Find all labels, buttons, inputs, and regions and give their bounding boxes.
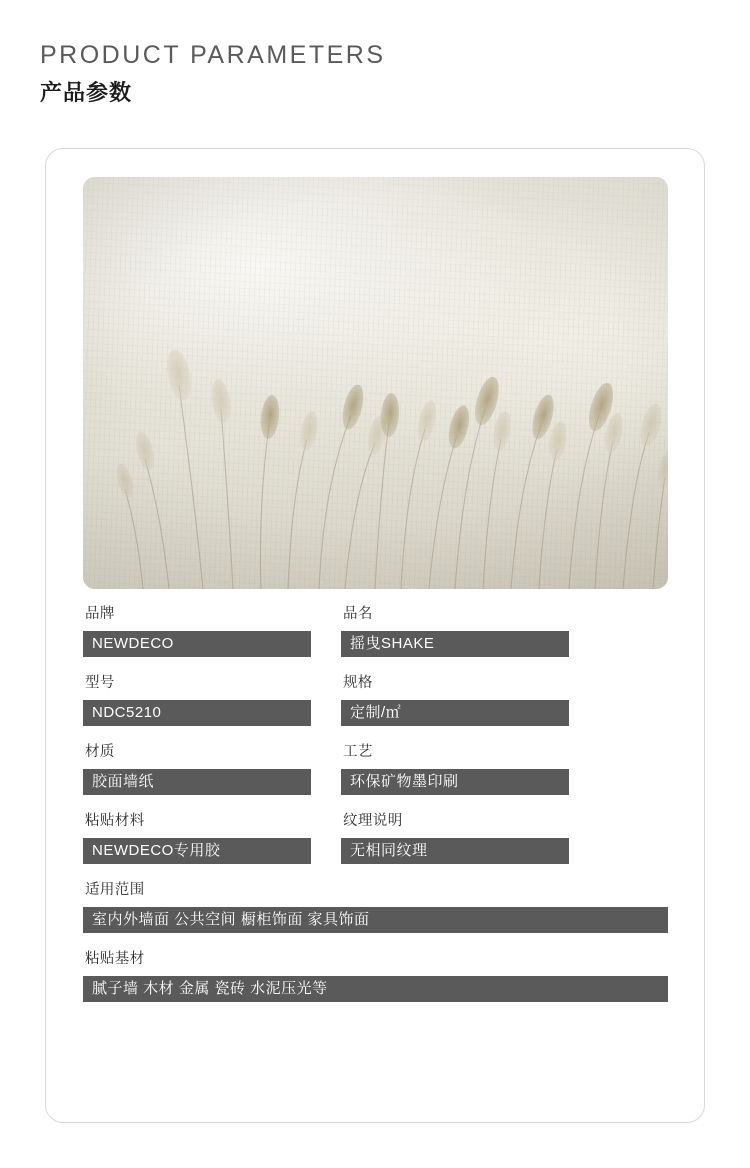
spec-item-process [341, 742, 569, 795]
spec-label: 品牌 [85, 606, 115, 622]
spec-row [83, 673, 668, 726]
spec-label: 品名 [343, 606, 373, 622]
spec-item-material [83, 742, 311, 795]
product-image [83, 177, 668, 589]
spec-label: 规格 [343, 675, 373, 691]
spec-label: 粘贴基材 [85, 951, 145, 967]
spec-row [83, 604, 668, 657]
spec-label: 适用范围 [85, 882, 145, 898]
spec-value: 室内外墙面 公共空间 橱柜饰面 家具饰面 [83, 907, 668, 933]
spec-value: NEWDECO专用胶 [83, 838, 311, 864]
spec-item-application-scope [83, 880, 668, 933]
spec-list [83, 604, 668, 1018]
spec-row [83, 742, 668, 795]
spec-item-substrate [83, 949, 668, 1002]
spec-label: 粘贴材料 [85, 813, 145, 829]
page-header [40, 38, 386, 109]
spec-label: 材质 [85, 744, 115, 760]
page-title-cn: 产品参数 [40, 80, 133, 105]
spec-row [83, 880, 668, 933]
spec-item-specification [341, 673, 569, 726]
spec-value: NDC5210 [83, 700, 311, 726]
spec-item-product-name [341, 604, 569, 657]
parameters-card [45, 148, 705, 1123]
spec-value: 无相同纹理 [341, 838, 569, 864]
spec-label: 纹理说明 [343, 813, 403, 829]
spec-value: 环保矿物墨印刷 [341, 769, 569, 795]
spec-row [83, 811, 668, 864]
product-image-vignette [83, 177, 668, 589]
spec-value: NEWDECO [83, 631, 311, 657]
spec-item-texture-note [341, 811, 569, 864]
spec-value: 腻子墙 木材 金属 瓷砖 水泥压光等 [83, 976, 668, 1002]
page-title-en: PRODUCT PARAMETERS [40, 41, 386, 69]
spec-item-brand [83, 604, 311, 657]
spec-value: 摇曳SHAKE [341, 631, 569, 657]
spec-label: 工艺 [343, 744, 373, 760]
spec-item-adhesive [83, 811, 311, 864]
spec-value: 胶面墙纸 [83, 769, 311, 795]
spec-row [83, 949, 668, 1002]
spec-value: 定制/㎡ [341, 700, 569, 726]
spec-label: 型号 [85, 675, 115, 691]
spec-item-model [83, 673, 311, 726]
